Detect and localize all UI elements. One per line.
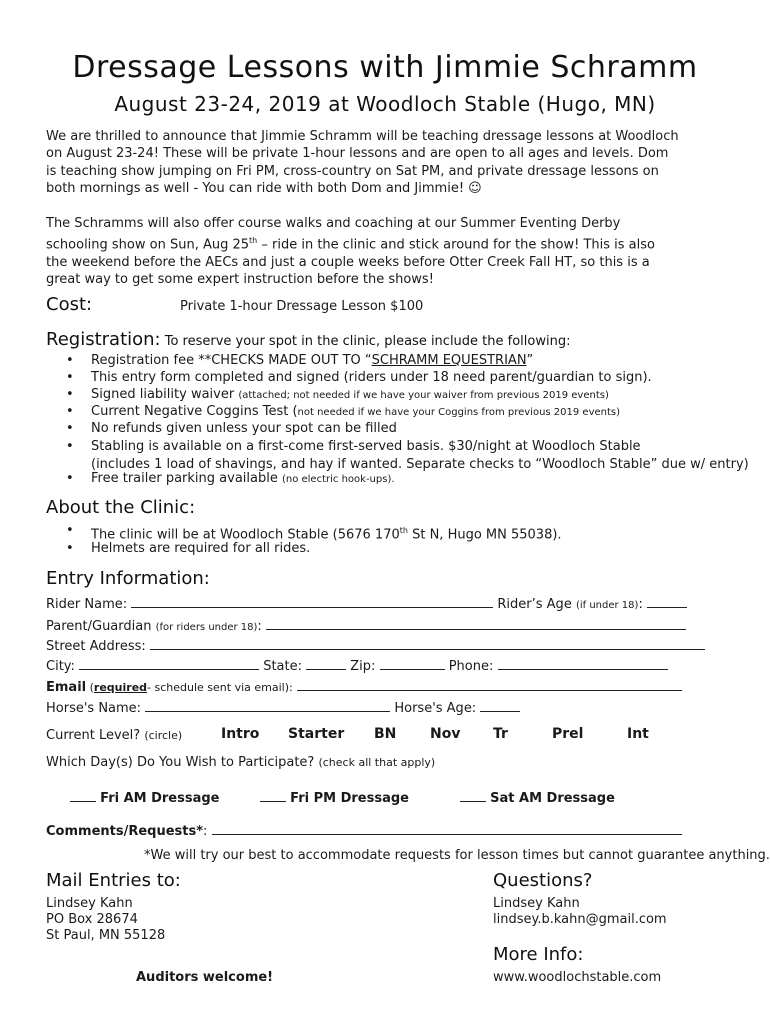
list-item-text: This entry form completed and signed (riders under 18 need parent/guardian to sign). <box>91 370 652 385</box>
street-label: Street Address: <box>46 639 146 654</box>
waiver-text: Signed liability waiver <box>91 387 239 402</box>
city-field[interactable] <box>79 657 259 670</box>
level-prel[interactable]: Prel <box>552 726 584 742</box>
rider-name-row <box>46 595 687 612</box>
questions-email[interactable]: lindsey.b.kahn@gmail.com <box>493 912 667 927</box>
list-item-text <box>91 387 609 404</box>
day-fri-pm-checkbox[interactable] <box>260 789 286 802</box>
level-nov[interactable]: Nov <box>430 726 461 742</box>
email-field[interactable] <box>297 678 682 691</box>
waiver-note: (attached; not needed if we have your waiver from previous 2019 events) <box>238 390 609 401</box>
street-row <box>46 637 705 654</box>
days-label-text: Which Day(s) Do You Wish to Participate? <box>46 755 319 770</box>
parent-label: Parent/Guardian <box>46 619 156 634</box>
bullet-icon: • <box>66 387 74 402</box>
riders-age-label: Rider’s Age <box>497 597 576 612</box>
horse-age-label: Horse's Age: <box>394 701 477 716</box>
street-field[interactable] <box>150 637 705 650</box>
days-label <box>46 755 435 770</box>
comments-field[interactable] <box>212 822 682 835</box>
comments-note: *We will try our best to accommodate requests for lesson times but cannot guarantee anything. <box>144 848 770 863</box>
questions-name: Lindsey Kahn <box>493 896 580 911</box>
level-intro[interactable]: Intro <box>221 726 260 742</box>
intro-text: – ride in the clinic and stick around for the show! This is also <box>257 237 655 253</box>
registration-intro: To reserve your spot in the clinic, please include the following: <box>160 334 571 349</box>
auditors-text: Auditors welcome! <box>136 970 274 985</box>
comments-row <box>46 822 682 839</box>
intro-paragraph-1 <box>46 128 731 197</box>
parent-row <box>46 617 686 634</box>
bullet-icon: • <box>66 404 74 419</box>
mail-name: Lindsey Kahn <box>46 896 133 911</box>
rider-name-label: Rider Name: <box>46 597 128 612</box>
intro-line: is teaching show jumping on Fri PM, cross-country on Sat PM, and private dressage lessons on <box>46 163 659 179</box>
mail-box: PO Box 28674 <box>46 912 138 927</box>
colon-text: : <box>257 619 262 634</box>
age-note: (if under 18) <box>575 600 639 611</box>
level-label-text: Current Level? <box>46 728 145 743</box>
day-fri-am <box>70 789 220 806</box>
bullet-icon: • <box>66 541 74 556</box>
coggins-note: not needed if we have your Coggins from previous 2019 events) <box>297 407 621 418</box>
city-label: City: <box>46 659 75 674</box>
page-title: Dressage Lessons with Jimmie Schramm <box>72 50 698 85</box>
city-row <box>46 657 668 674</box>
trailer-note: (no electric hook-ups). <box>281 474 395 485</box>
bullet-icon: • <box>66 421 74 436</box>
list-item-text: Helmets are required for all rides. <box>91 541 311 556</box>
level-bn[interactable]: BN <box>374 726 397 742</box>
intro-text: schooling show on Sun, Aug 25 <box>46 237 250 253</box>
trailer-text: Free trailer parking available <box>91 471 282 486</box>
list-item-text <box>91 404 620 421</box>
ordinal-suffix: th <box>249 236 258 246</box>
days-note: (check all that apply) <box>318 756 436 769</box>
about-heading: About the Clinic: <box>46 497 196 518</box>
ordinal-suffix: th <box>399 526 408 535</box>
horse-age-field[interactable] <box>480 699 520 712</box>
level-label <box>46 728 182 743</box>
page-subtitle: August 23-24, 2019 at Woodloch Stable (Hugo, MN) <box>114 92 656 116</box>
email-label: Email <box>46 680 87 695</box>
horse-name-field[interactable] <box>145 699 390 712</box>
bullet-icon: • <box>66 439 74 454</box>
location-text: St N, Hugo MN 55038). <box>407 527 562 543</box>
day-fri-pm-label: Fri PM Dressage <box>290 791 409 806</box>
day-fri-pm <box>260 789 409 806</box>
registration-heading-label: Registration: <box>46 329 161 350</box>
level-note: (circle) <box>144 729 183 742</box>
fee-text: ” <box>526 353 534 368</box>
list-item-text <box>91 353 533 369</box>
state-label: State: <box>263 659 302 674</box>
intro-paragraph-2 <box>46 215 731 289</box>
required-text: required <box>93 681 148 694</box>
payee-name: SCHRAMM EQUESTRIAN <box>371 353 527 368</box>
entry-heading: Entry Information: <box>46 568 210 589</box>
phone-field[interactable] <box>498 657 668 670</box>
intro-line: We are thrilled to announce that Jimmie Schramm will be teaching dressage lessons at Woodloch <box>46 129 679 144</box>
intro-line <box>46 232 731 254</box>
zip-field[interactable] <box>380 657 445 670</box>
questions-heading: Questions? <box>493 870 593 891</box>
coggins-text: Current Negative Coggins Test ( <box>91 404 298 419</box>
fee-text: Registration fee **CHECKS MADE OUT TO “ <box>91 353 372 368</box>
mail-heading: Mail Entries to: <box>46 870 181 891</box>
more-info-heading: More Info: <box>493 944 584 965</box>
email-note: ( <box>86 681 94 694</box>
bullet-icon: • <box>66 353 74 368</box>
state-field[interactable] <box>306 657 346 670</box>
email-note: - schedule sent via email): <box>147 681 293 694</box>
day-fri-am-label: Fri AM Dressage <box>100 791 220 806</box>
registration-heading <box>46 329 570 350</box>
phone-label: Phone: <box>448 659 494 674</box>
colon-text: : <box>638 597 643 612</box>
intro-line: The Schramms will also offer course walks and coaching at our Summer Eventing Derby <box>46 216 621 231</box>
parent-field[interactable] <box>266 617 686 630</box>
email-row <box>46 678 682 695</box>
intro-line: the weekend before the AECs and just a couple weeks before Otter Creek Fall HT, so this is a <box>46 254 650 270</box>
location-text: The clinic will be at Woodloch Stable (5676 170 <box>91 527 400 543</box>
comments-label: Comments/Requests* <box>46 824 204 839</box>
day-sat-am-label: Sat AM Dressage <box>490 791 615 806</box>
day-fri-am-checkbox[interactable] <box>70 789 96 802</box>
zip-label: Zip: <box>350 659 376 674</box>
intro-line: both mornings as well - You can ride with both Dom and Jimmie! ☺ <box>46 180 482 196</box>
level-int[interactable]: Int <box>627 726 649 742</box>
list-item-text: No refunds given unless your spot can be filled <box>91 421 397 436</box>
bullet-icon: • <box>66 471 74 486</box>
cost-heading: Cost: <box>46 294 93 315</box>
bullet-icon: • <box>66 523 74 538</box>
intro-line: on August 23-24! These will be private 1-hour lessons and are open to all ages and levels. Dom <box>46 146 669 162</box>
parent-note: (for riders under 18) <box>155 622 258 633</box>
intro-line: great way to get some expert instruction before the shows! <box>46 272 434 288</box>
list-item-text <box>91 471 395 488</box>
mail-city: St Paul, MN 55128 <box>46 928 166 943</box>
horse-name-label: Horse's Name: <box>46 701 142 716</box>
rider-name-field[interactable] <box>131 595 493 608</box>
level-starter[interactable]: Starter <box>288 726 345 742</box>
website-link[interactable]: www.woodlochstable.com <box>493 970 662 985</box>
bullet-icon: • <box>66 370 74 385</box>
horse-row <box>46 699 520 716</box>
cost-text: Private 1-hour Dressage Lesson $100 <box>180 299 424 314</box>
riders-age-field[interactable] <box>647 595 687 608</box>
colon-text: : <box>203 824 208 839</box>
day-sat-am-checkbox[interactable] <box>460 789 486 802</box>
stabling-note: (includes 1 load of shavings, and hay if wanted. Separate checks to “Woodloch Stable” due w/ entry) <box>91 457 749 472</box>
level-tr[interactable]: Tr <box>493 726 508 742</box>
day-sat-am <box>460 789 615 806</box>
list-item-text: Stabling is available on a first-come first-served basis. $30/night at Woodloch Stable <box>91 439 641 454</box>
